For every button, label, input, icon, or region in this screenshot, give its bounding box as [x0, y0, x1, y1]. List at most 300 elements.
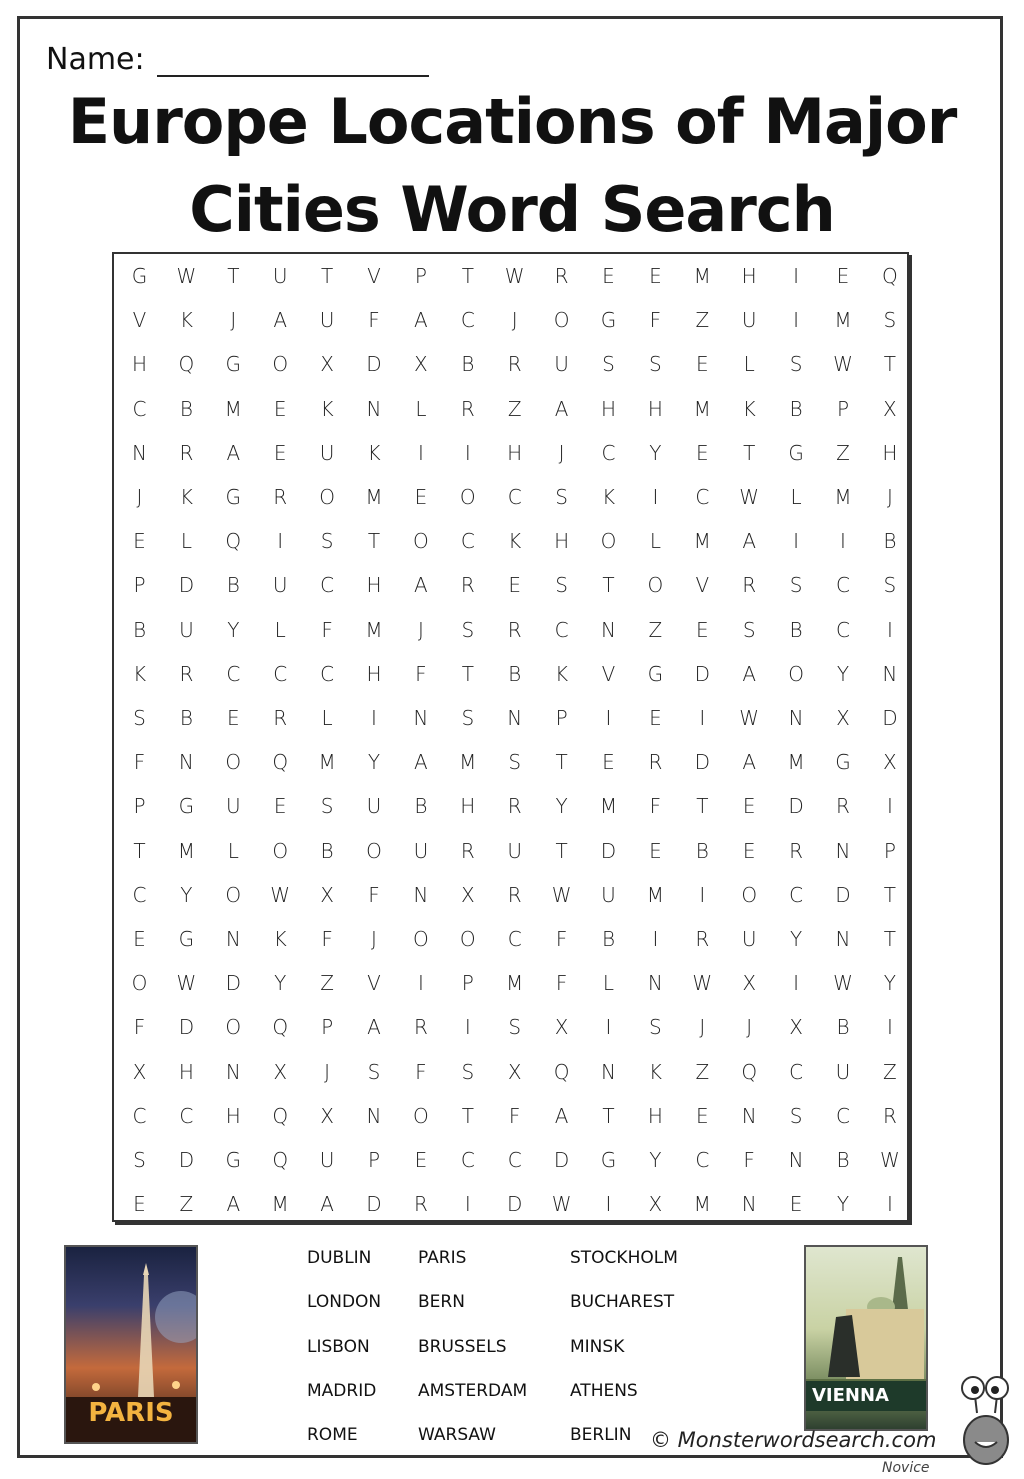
- grid-letter[interactable]: G: [788, 440, 804, 465]
- grid-letter[interactable]: M: [365, 617, 383, 642]
- grid-letter[interactable]: O: [225, 882, 242, 907]
- grid-letter[interactable]: L: [602, 971, 615, 996]
- grid-letter[interactable]: M: [834, 308, 852, 333]
- grid-letter[interactable]: C: [836, 1103, 850, 1128]
- grid-letter[interactable]: O: [553, 308, 570, 333]
- grid-letter[interactable]: C: [836, 573, 850, 598]
- grid-letter[interactable]: W: [739, 485, 760, 509]
- grid-letter[interactable]: U: [835, 1059, 851, 1084]
- grid-letter[interactable]: K: [601, 485, 616, 509]
- grid-letter[interactable]: V: [601, 661, 616, 686]
- grid-letter[interactable]: E: [695, 617, 709, 642]
- grid-letter[interactable]: W: [880, 1148, 900, 1172]
- grid-letter[interactable]: M: [693, 1192, 711, 1217]
- grid-letter[interactable]: A: [554, 1103, 569, 1128]
- grid-letter[interactable]: N: [647, 971, 663, 996]
- grid-letter[interactable]: R: [507, 617, 522, 642]
- grid-letter[interactable]: F: [555, 927, 568, 951]
- grid-letter[interactable]: O: [225, 1015, 242, 1040]
- grid-letter[interactable]: B: [179, 706, 193, 730]
- grid-letter[interactable]: U: [507, 838, 522, 863]
- grid-letter[interactable]: O: [788, 661, 804, 686]
- grid-letter[interactable]: R: [413, 1015, 428, 1040]
- grid-letter[interactable]: F: [368, 308, 380, 333]
- grid-letter[interactable]: Y: [649, 1148, 662, 1172]
- grid-letter[interactable]: F: [321, 927, 333, 951]
- grid-letter[interactable]: C: [695, 1148, 710, 1172]
- grid-letter[interactable]: L: [227, 838, 239, 863]
- grid-letter[interactable]: V: [367, 971, 381, 996]
- grid-letter[interactable]: Y: [836, 1192, 850, 1217]
- grid-letter[interactable]: Y: [227, 617, 240, 642]
- grid-letter[interactable]: X: [414, 352, 428, 377]
- grid-letter[interactable]: J: [746, 1015, 753, 1040]
- grid-letter[interactable]: N: [413, 882, 429, 907]
- grid-letter[interactable]: P: [133, 794, 146, 819]
- grid-letter[interactable]: I: [417, 440, 424, 465]
- grid-letter[interactable]: E: [836, 264, 850, 288]
- grid-letter[interactable]: N: [178, 750, 194, 775]
- grid-letter[interactable]: D: [506, 1192, 523, 1217]
- grid-letter[interactable]: R: [460, 396, 475, 421]
- grid-letter[interactable]: J: [511, 308, 518, 333]
- grid-letter[interactable]: E: [414, 485, 428, 509]
- grid-letter[interactable]: X: [273, 1059, 288, 1084]
- grid-letter[interactable]: P: [836, 396, 850, 421]
- grid-letter[interactable]: S: [602, 352, 615, 377]
- grid-letter[interactable]: R: [648, 750, 663, 775]
- grid-letter[interactable]: T: [461, 661, 474, 686]
- grid-letter[interactable]: M: [177, 838, 196, 863]
- grid-letter[interactable]: C: [554, 617, 569, 642]
- grid-letter[interactable]: Q: [272, 1148, 289, 1172]
- grid-letter[interactable]: K: [508, 529, 522, 554]
- grid-letter[interactable]: G: [225, 1148, 242, 1172]
- grid-letter[interactable]: O: [225, 750, 242, 775]
- grid-letter[interactable]: G: [647, 661, 664, 686]
- grid-letter[interactable]: F: [133, 750, 146, 775]
- grid-letter[interactable]: O: [459, 927, 476, 951]
- grid-letter[interactable]: X: [320, 1103, 334, 1128]
- grid-letter[interactable]: S: [508, 1015, 522, 1040]
- grid-letter[interactable]: N: [788, 1148, 804, 1172]
- grid-letter[interactable]: B: [836, 1015, 850, 1040]
- grid-letter[interactable]: T: [743, 440, 756, 465]
- grid-letter[interactable]: B: [320, 838, 334, 863]
- grid-letter[interactable]: S: [320, 529, 334, 554]
- grid-letter[interactable]: T: [883, 352, 896, 377]
- grid-letter[interactable]: F: [415, 661, 427, 686]
- grid-letter[interactable]: B: [695, 838, 709, 863]
- grid-letter[interactable]: N: [132, 440, 147, 465]
- grid-letter[interactable]: A: [226, 440, 241, 465]
- grid-letter[interactable]: O: [741, 882, 758, 907]
- grid-letter[interactable]: M: [506, 971, 524, 996]
- grid-letter[interactable]: X: [320, 882, 334, 907]
- grid-letter[interactable]: I: [793, 264, 800, 288]
- grid-letter[interactable]: N: [835, 838, 851, 863]
- grid-letter[interactable]: O: [647, 573, 664, 598]
- grid-letter[interactable]: J: [324, 1059, 331, 1084]
- grid-letter[interactable]: I: [793, 308, 800, 333]
- grid-letter[interactable]: W: [739, 706, 760, 730]
- grid-letter[interactable]: U: [319, 1148, 335, 1172]
- grid-letter[interactable]: F: [649, 794, 662, 819]
- grid-letter[interactable]: T: [320, 264, 334, 288]
- grid-letter[interactable]: F: [133, 1015, 146, 1040]
- grid-letter[interactable]: U: [601, 882, 616, 907]
- grid-letter[interactable]: I: [464, 440, 471, 465]
- grid-letter[interactable]: Z: [320, 971, 334, 996]
- grid-letter[interactable]: I: [886, 617, 893, 642]
- grid-letter[interactable]: U: [319, 440, 335, 465]
- grid-letter[interactable]: E: [649, 264, 662, 288]
- grid-letter[interactable]: A: [414, 308, 428, 333]
- grid-letter[interactable]: U: [741, 927, 757, 951]
- grid-letter[interactable]: E: [133, 529, 146, 554]
- grid-letter[interactable]: T: [883, 927, 896, 951]
- grid-letter[interactable]: Y: [649, 440, 662, 465]
- grid-letter[interactable]: G: [600, 1148, 617, 1172]
- grid-letter[interactable]: K: [648, 1059, 662, 1084]
- grid-letter[interactable]: E: [695, 1103, 709, 1128]
- grid-letter[interactable]: X: [554, 1015, 569, 1040]
- grid-letter[interactable]: S: [133, 706, 146, 730]
- grid-letter[interactable]: F: [555, 971, 568, 996]
- grid-letter[interactable]: E: [695, 352, 709, 377]
- grid-letter[interactable]: O: [272, 838, 289, 863]
- grid-letter[interactable]: R: [179, 661, 194, 686]
- grid-letter[interactable]: T: [227, 264, 240, 288]
- grid-letter[interactable]: W: [504, 264, 525, 288]
- grid-letter[interactable]: S: [883, 308, 897, 333]
- grid-letter[interactable]: X: [132, 1059, 147, 1084]
- grid-letter[interactable]: T: [461, 1103, 474, 1128]
- grid-letter[interactable]: K: [273, 927, 287, 951]
- grid-letter[interactable]: L: [790, 485, 802, 509]
- grid-letter[interactable]: Y: [555, 794, 568, 819]
- grid-letter[interactable]: Y: [180, 882, 193, 907]
- grid-letter[interactable]: Q: [178, 352, 195, 377]
- grid-letter[interactable]: E: [789, 1192, 803, 1217]
- grid-letter[interactable]: H: [131, 352, 148, 377]
- grid-letter[interactable]: A: [367, 1015, 381, 1040]
- grid-letter[interactable]: D: [178, 573, 195, 598]
- grid-letter[interactable]: B: [836, 1148, 850, 1172]
- grid-letter[interactable]: Q: [272, 1103, 289, 1128]
- grid-letter[interactable]: T: [461, 264, 474, 288]
- grid-letter[interactable]: X: [507, 1059, 522, 1084]
- grid-letter[interactable]: E: [649, 706, 662, 730]
- grid-letter[interactable]: U: [272, 573, 288, 598]
- grid-letter[interactable]: S: [555, 485, 568, 509]
- grid-letter[interactable]: C: [507, 1148, 522, 1172]
- grid-letter[interactable]: T: [555, 838, 568, 863]
- grid-letter[interactable]: W: [551, 882, 572, 907]
- grid-letter[interactable]: A: [226, 1192, 241, 1217]
- grid-letter[interactable]: S: [133, 1148, 146, 1172]
- grid-letter[interactable]: W: [833, 971, 853, 996]
- grid-letter[interactable]: J: [230, 308, 237, 333]
- grid-letter[interactable]: W: [551, 1192, 572, 1217]
- grid-letter[interactable]: O: [272, 352, 289, 377]
- grid-letter[interactable]: D: [366, 1192, 382, 1217]
- grid-letter[interactable]: A: [414, 750, 428, 775]
- grid-letter[interactable]: J: [699, 1015, 706, 1040]
- grid-letter[interactable]: O: [413, 927, 429, 951]
- grid-letter[interactable]: C: [132, 396, 147, 421]
- grid-letter[interactable]: Y: [367, 750, 381, 775]
- grid-letter[interactable]: B: [789, 617, 803, 642]
- grid-letter[interactable]: M: [787, 750, 805, 775]
- grid-letter[interactable]: I: [605, 706, 612, 730]
- name-input-line[interactable]: [157, 45, 429, 77]
- grid-letter[interactable]: I: [277, 529, 284, 554]
- grid-letter[interactable]: S: [649, 352, 662, 377]
- grid-letter[interactable]: P: [133, 573, 146, 598]
- grid-letter[interactable]: M: [646, 882, 665, 907]
- grid-letter[interactable]: X: [836, 706, 850, 730]
- grid-letter[interactable]: T: [602, 1103, 615, 1128]
- grid-letter[interactable]: E: [742, 838, 756, 863]
- grid-letter[interactable]: N: [413, 706, 429, 730]
- grid-letter[interactable]: I: [886, 794, 893, 819]
- grid-letter[interactable]: E: [133, 927, 146, 951]
- grid-letter[interactable]: M: [693, 396, 711, 421]
- grid-letter[interactable]: I: [605, 1015, 612, 1040]
- grid-letter[interactable]: C: [695, 485, 710, 509]
- grid-letter[interactable]: O: [319, 485, 335, 509]
- grid-letter[interactable]: B: [414, 794, 428, 819]
- grid-letter[interactable]: I: [464, 1192, 471, 1217]
- grid-letter[interactable]: T: [133, 838, 146, 863]
- grid-letter[interactable]: I: [371, 706, 377, 730]
- grid-letter[interactable]: F: [368, 882, 380, 907]
- grid-letter[interactable]: L: [649, 529, 661, 554]
- grid-letter[interactable]: M: [693, 264, 711, 288]
- grid-letter[interactable]: C: [460, 1148, 475, 1172]
- grid-letter[interactable]: R: [507, 352, 522, 377]
- grid-letter[interactable]: P: [555, 706, 568, 730]
- grid-letter[interactable]: S: [649, 1015, 662, 1040]
- grid-letter[interactable]: R: [179, 440, 194, 465]
- grid-letter[interactable]: Z: [695, 308, 710, 333]
- grid-letter[interactable]: D: [835, 882, 851, 907]
- grid-letter[interactable]: C: [789, 882, 804, 907]
- grid-letter[interactable]: R: [836, 794, 850, 819]
- grid-letter[interactable]: X: [320, 352, 334, 377]
- grid-letter[interactable]: U: [225, 794, 241, 819]
- grid-letter[interactable]: J: [417, 617, 424, 642]
- grid-letter[interactable]: M: [693, 529, 711, 554]
- grid-letter[interactable]: T: [696, 794, 709, 819]
- grid-letter[interactable]: N: [741, 1103, 757, 1128]
- grid-letter[interactable]: A: [742, 750, 757, 775]
- grid-letter[interactable]: H: [225, 1103, 241, 1128]
- grid-letter[interactable]: N: [225, 927, 241, 951]
- grid-letter[interactable]: T: [555, 750, 568, 775]
- grid-letter[interactable]: E: [273, 440, 287, 465]
- grid-letter[interactable]: K: [555, 661, 569, 686]
- grid-letter[interactable]: O: [459, 485, 476, 509]
- grid-letter[interactable]: C: [460, 529, 475, 554]
- grid-letter[interactable]: X: [460, 882, 475, 907]
- grid-letter[interactable]: L: [274, 617, 286, 642]
- grid-letter[interactable]: K: [742, 396, 756, 421]
- grid-letter[interactable]: N: [788, 706, 804, 730]
- grid-letter[interactable]: Q: [272, 1015, 289, 1040]
- grid-letter[interactable]: N: [601, 617, 616, 642]
- grid-letter[interactable]: P: [414, 264, 427, 288]
- grid-letter[interactable]: T: [367, 529, 381, 554]
- grid-letter[interactable]: F: [743, 1148, 755, 1172]
- grid-letter[interactable]: O: [131, 971, 148, 996]
- grid-letter[interactable]: U: [179, 617, 194, 642]
- grid-letter[interactable]: Q: [272, 750, 289, 775]
- grid-letter[interactable]: M: [365, 485, 383, 509]
- grid-letter[interactable]: X: [789, 1015, 803, 1040]
- grid-letter[interactable]: C: [320, 661, 335, 686]
- grid-letter[interactable]: H: [741, 264, 757, 288]
- grid-letter[interactable]: B: [226, 573, 240, 598]
- grid-letter[interactable]: J: [558, 440, 565, 465]
- grid-letter[interactable]: B: [179, 396, 193, 421]
- grid-letter[interactable]: Z: [836, 440, 850, 465]
- grid-letter[interactable]: Q: [882, 264, 898, 288]
- grid-letter[interactable]: O: [366, 838, 382, 863]
- grid-letter[interactable]: N: [507, 706, 523, 730]
- grid-letter[interactable]: C: [836, 617, 850, 642]
- grid-letter[interactable]: O: [600, 529, 617, 554]
- grid-letter[interactable]: R: [882, 1103, 897, 1128]
- grid-letter[interactable]: R: [460, 573, 475, 598]
- grid-letter[interactable]: K: [320, 396, 334, 421]
- grid-letter[interactable]: M: [318, 750, 336, 775]
- grid-letter[interactable]: G: [835, 750, 851, 775]
- grid-letter[interactable]: Q: [225, 529, 242, 554]
- grid-letter[interactable]: E: [649, 838, 662, 863]
- grid-letter[interactable]: X: [883, 396, 897, 421]
- grid-letter[interactable]: F: [415, 1059, 427, 1084]
- grid-letter[interactable]: A: [414, 573, 428, 598]
- grid-letter[interactable]: U: [366, 794, 382, 819]
- grid-letter[interactable]: D: [788, 794, 804, 819]
- grid-letter[interactable]: S: [461, 706, 475, 730]
- grid-letter[interactable]: Z: [179, 1192, 194, 1217]
- grid-letter[interactable]: V: [132, 308, 147, 333]
- grid-letter[interactable]: C: [507, 927, 522, 951]
- grid-letter[interactable]: E: [133, 1192, 146, 1217]
- grid-letter[interactable]: I: [417, 971, 424, 996]
- grid-letter[interactable]: N: [882, 661, 898, 686]
- grid-letter[interactable]: S: [742, 617, 756, 642]
- grid-letter[interactable]: E: [226, 706, 240, 730]
- grid-letter[interactable]: D: [366, 352, 382, 377]
- grid-letter[interactable]: P: [367, 1148, 381, 1172]
- grid-letter[interactable]: H: [178, 1059, 194, 1084]
- grid-letter[interactable]: J: [886, 485, 893, 509]
- grid-letter[interactable]: M: [834, 485, 852, 509]
- grid-letter[interactable]: I: [840, 529, 846, 554]
- grid-letter[interactable]: C: [507, 485, 522, 509]
- grid-letter[interactable]: S: [461, 1059, 475, 1084]
- grid-letter[interactable]: S: [461, 617, 475, 642]
- grid-letter[interactable]: J: [371, 927, 377, 951]
- grid-letter[interactable]: G: [225, 352, 242, 377]
- grid-letter[interactable]: I: [605, 1192, 612, 1217]
- grid-letter[interactable]: O: [413, 1103, 429, 1128]
- grid-letter[interactable]: W: [833, 352, 853, 377]
- grid-letter[interactable]: R: [507, 794, 522, 819]
- grid-letter[interactable]: U: [741, 308, 757, 333]
- grid-letter[interactable]: I: [886, 1015, 893, 1040]
- grid-letter[interactable]: R: [413, 1192, 428, 1217]
- grid-letter[interactable]: C: [179, 1103, 194, 1128]
- grid-letter[interactable]: T: [883, 882, 896, 907]
- grid-letter[interactable]: L: [415, 396, 427, 421]
- grid-letter[interactable]: X: [742, 971, 757, 996]
- grid-letter[interactable]: I: [793, 971, 800, 996]
- grid-letter[interactable]: S: [789, 573, 803, 598]
- grid-letter[interactable]: I: [793, 529, 800, 554]
- grid-letter[interactable]: C: [789, 1059, 804, 1084]
- grid-letter[interactable]: D: [178, 1148, 195, 1172]
- grid-letter[interactable]: P: [321, 1015, 334, 1040]
- grid-letter[interactable]: Q: [741, 1059, 758, 1084]
- grid-letter[interactable]: S: [508, 750, 522, 775]
- grid-letter[interactable]: Y: [836, 661, 850, 686]
- grid-letter[interactable]: Y: [883, 971, 896, 996]
- grid-letter[interactable]: M: [224, 396, 242, 421]
- grid-letter[interactable]: U: [272, 264, 288, 288]
- grid-letter[interactable]: S: [789, 352, 803, 377]
- grid-letter[interactable]: N: [741, 1192, 757, 1217]
- grid-letter[interactable]: N: [835, 927, 851, 951]
- grid-letter[interactable]: X: [883, 750, 897, 775]
- grid-letter[interactable]: W: [176, 971, 197, 996]
- grid-letter[interactable]: N: [366, 396, 382, 421]
- grid-letter[interactable]: C: [132, 1103, 147, 1128]
- grid-letter[interactable]: Z: [507, 396, 522, 421]
- grid-letter[interactable]: D: [178, 1015, 195, 1040]
- grid-letter[interactable]: G: [600, 308, 617, 333]
- grid-letter[interactable]: H: [600, 396, 617, 421]
- grid-letter[interactable]: B: [601, 927, 616, 951]
- grid-letter[interactable]: I: [652, 927, 659, 951]
- grid-letter[interactable]: G: [178, 927, 195, 951]
- grid-letter[interactable]: A: [742, 661, 757, 686]
- grid-letter[interactable]: H: [647, 396, 663, 421]
- grid-letter[interactable]: S: [555, 573, 568, 598]
- grid-letter[interactable]: W: [692, 971, 713, 996]
- grid-letter[interactable]: Z: [648, 617, 663, 642]
- grid-letter[interactable]: E: [602, 750, 615, 775]
- grid-letter[interactable]: E: [602, 264, 615, 288]
- grid-letter[interactable]: A: [320, 1192, 334, 1217]
- grid-letter[interactable]: R: [789, 838, 804, 863]
- grid-letter[interactable]: Z: [695, 1059, 710, 1084]
- grid-letter[interactable]: J: [136, 485, 143, 509]
- grid-letter[interactable]: C: [320, 573, 335, 598]
- grid-letter[interactable]: E: [273, 396, 287, 421]
- grid-letter[interactable]: R: [695, 927, 710, 951]
- grid-letter[interactable]: K: [132, 661, 147, 686]
- grid-letter[interactable]: W: [270, 882, 291, 907]
- grid-letter[interactable]: P: [461, 971, 474, 996]
- grid-letter[interactable]: F: [508, 1103, 521, 1128]
- grid-letter[interactable]: G: [225, 485, 242, 509]
- grid-letter[interactable]: B: [461, 352, 475, 377]
